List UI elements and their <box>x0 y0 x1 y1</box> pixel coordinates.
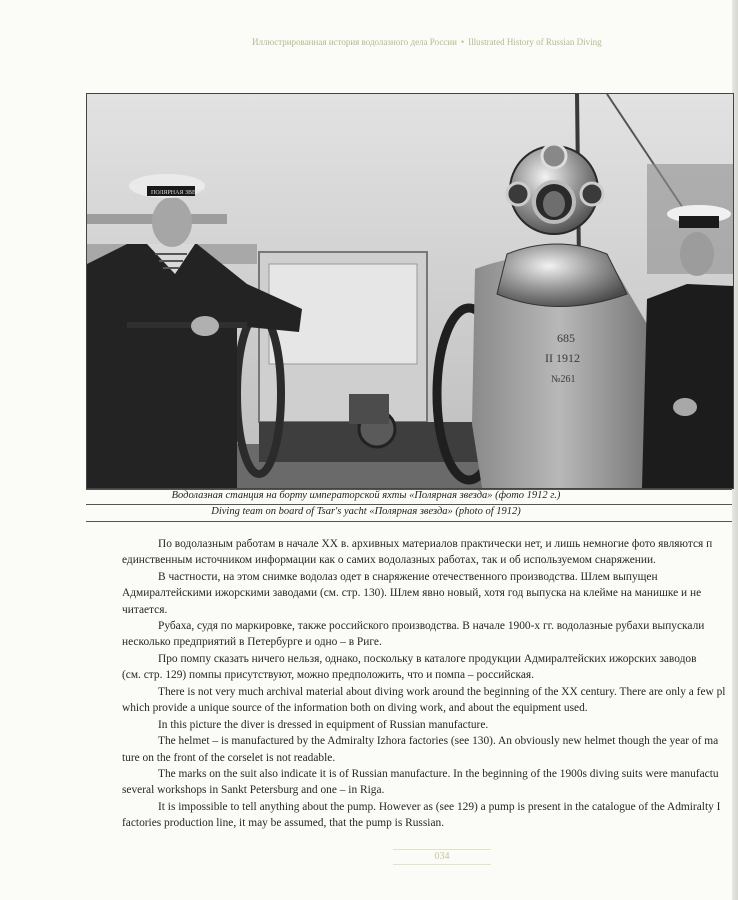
running-header <box>252 37 632 47</box>
running-header-russian: Иллюстрированная история водолазного дела России <box>252 37 457 47</box>
en-line: The marks on the suit also indicate it is of Russian manufacture. In the beginning of the 1900s diving suits were manufactu <box>158 768 719 781</box>
ru-line: Адмиралтейскими ижорскими заводами (см. стр. 130). Шлем явно новый, хотя год выпуска на клейме на манишке и не <box>122 587 702 600</box>
en-line: In this picture the diver is dressed in equipment of Russian manufacture. <box>158 718 489 731</box>
cap-band-text: ПОЛЯРНАЯ ЗВЕЗДА <box>151 190 207 196</box>
photo-caption-english: Diving team on board of Tsar's yacht «Полярная звезда» (photo of 1912) <box>211 506 521 517</box>
archival-photo <box>86 93 734 489</box>
ru-line: По водолазным работам в начале XX в. архивных материалов практически нет, и лишь немногие фото являются п <box>158 538 713 550</box>
en-line: The helmet – is manufactured by the Admiralty Izhora factories (see 130). An obviously new helmet though the year of ma <box>158 735 719 748</box>
running-header-separator: • <box>460 37 465 47</box>
en-line: It is impossible to tell anything about the pump. However as (see 129) a pump is present in the catalogue of the Admiralty I <box>158 800 721 813</box>
en-line: ture on the front of the corselet is not readable. <box>122 751 336 764</box>
ru-line: Рубаха, судя по маркировке, также российского производства. В начале 1900-х гг. водолазные рубахи выпускали <box>158 620 705 633</box>
en-line: factories production line, it may be assumed, that the pump is Russian. <box>122 817 445 830</box>
en-line: which provide a unique source of the information both on diving work, and about the equipment used. <box>122 702 588 715</box>
caption-rule-middle <box>86 504 732 505</box>
caption-rule-bottom <box>86 521 732 522</box>
suit-marking-3: №261 <box>551 374 576 385</box>
ru-line: единственным источником информации как о самих водолазных работах, так и об используемом снаряжении. <box>122 554 656 567</box>
ru-line: читается. <box>122 603 168 616</box>
en-line: several workshops in Sankt Petersburg and one – in Riga. <box>122 784 385 797</box>
ru-line: Про помпу сказать ничего нельзя, однако, поскольку в каталоге продукции Адмиралтейских ижорских заводов <box>158 652 697 665</box>
english-body-text <box>122 684 738 832</box>
ru-line: (см. стр. 129) помпы присутствуют, можно предположить, что и помпа – российская. <box>122 669 535 682</box>
photo-caption-russian: Водолазная станция на борту императорской яхты «Полярная звезда» (фото 1912 г.) <box>171 490 561 501</box>
running-header-english: Illustrated History of Russian Diving <box>468 37 602 47</box>
ru-line: несколько предприятий в Петербурге и одно – в Риге. <box>122 636 382 649</box>
page-number: 034 <box>393 849 491 865</box>
suit-marking-2: II 1912 <box>545 351 580 365</box>
en-line: There is not very much archival material about diving work around the beginning of the XX century. There are only a few pl <box>158 686 726 698</box>
russian-body-text <box>122 536 738 684</box>
ru-line: В частности, на этом снимке водолаз одет в снаряжение отечественного производства. Шлем выпущен <box>158 570 658 583</box>
suit-marking-1: 685 <box>557 331 575 345</box>
